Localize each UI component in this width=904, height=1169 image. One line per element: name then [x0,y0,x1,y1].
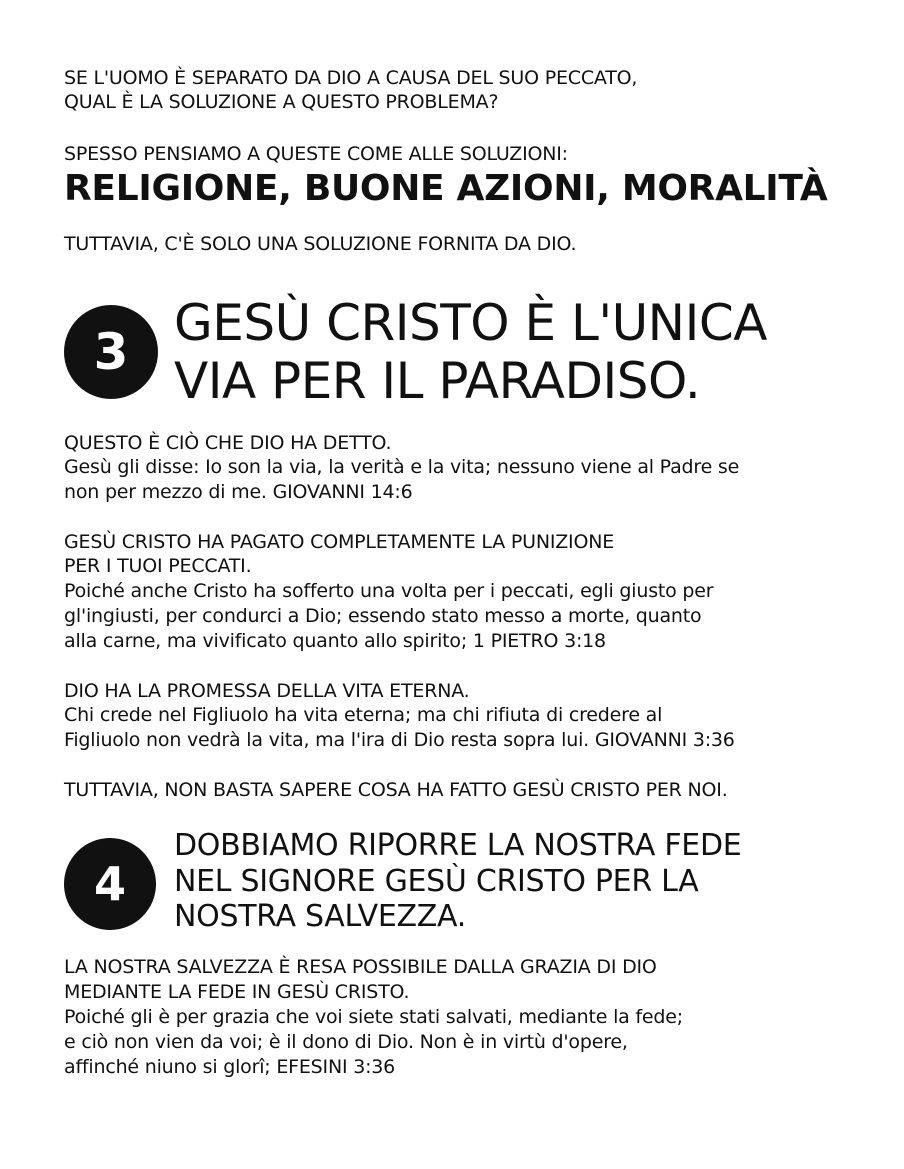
section-4-p1-head-2: MEDIANTE LA FEDE IN GESÙ CRISTO. [64,981,410,1003]
section-3-number: 3 [93,323,129,381]
section-4-title-line-2: NEL SIGNORE GESÙ CRISTO PER LA [174,864,699,899]
section-4-p1-line-1: Poiché gli è per grazia che voi siete stati salvati, mediante la fede; [64,1006,683,1028]
section-3-p2-head-2: PER I TUOI PECCATI. [64,555,252,577]
section-4-title-line-3: NOSTRA SALVEZZA. [174,899,466,934]
section-3-p3-line-1: Chi crede nel Figliuolo ha vita eterna; ma chi rifiuta di credere al [64,704,663,726]
section-3-title-line-2: VIA PER IL PARADISO. [174,352,701,410]
section-4-p1-line-2: e ciò non vien da voi; è il dono di Dio. Non è in virtù d'opere, [64,1031,628,1053]
section-4-number: 4 [93,857,126,911]
section-3-p2-line-3: alla carne, ma vivificato quanto allo spirito; 1 PIETRO 3:18 [64,630,606,652]
section-3-closing: TUTTAVIA, NON BASTA SAPERE COSA HA FATTO GESÙ CRISTO PER NOI. [64,779,728,801]
section-3-p1-head: QUESTO È CIÒ CHE DIO HA DETTO. [64,432,392,454]
section-3-number-badge [64,305,158,399]
intro-however-line: TUTTAVIA, C'È SOLO UNA SOLUZIONE FORNITA DA DIO. [64,233,577,255]
section-4-p1-line-3: affinché niuno si glorî; EFESINI 3:36 [64,1056,396,1078]
section-3-p2-line-1: Poiché anche Cristo ha sofferto una volta per i peccati, egli giusto per [64,580,714,602]
section-3-p2-line-2: gl'ingiusti, per condurci a Dio; essendo stato messo a morte, quanto [64,605,702,627]
section-3-p1-line-2: non per mezzo di me. GIOVANNI 14:6 [64,481,413,503]
section-4-number-badge [64,838,156,930]
section-3-p3-line-2: Figliuolo non vedrà la vita, ma l'ira di Dio resta sopra lui. GIOVANNI 3:36 [64,729,735,751]
section-3-p3-head: DIO HA LA PROMESSA DELLA VITA ETERNA. [64,680,470,702]
section-3-p2-head-1: GESÙ CRISTO HA PAGATO COMPLETAMENTE LA PUNIZIONE [64,531,615,553]
solutions-heading: RELIGIONE, BUONE AZIONI, MORALITÀ [64,168,828,209]
intro-question-line-1: SE L'UOMO È SEPARATO DA DIO A CAUSA DEL SUO PECCATO, [64,67,638,89]
section-3-p1-line-1: Gesù gli disse: Io son la via, la verità e la vita; nessuno viene al Padre se [64,456,740,478]
section-3-title-line-1: GESÙ CRISTO È L'UNICA [174,294,767,352]
intro-often-line: SPESSO PENSIAMO A QUESTE COME ALLE SOLUZIONI: [64,143,568,165]
section-4-p1-head-1: LA NOSTRA SALVEZZA È RESA POSSIBILE DALLA GRAZIA DI DIO [64,956,657,978]
section-4-title-line-1: DOBBIAMO RIPORRE LA NOSTRA FEDE [174,828,742,863]
intro-question-line-2: QUAL È LA SOLUZIONE A QUESTO PROBLEMA? [64,91,499,113]
